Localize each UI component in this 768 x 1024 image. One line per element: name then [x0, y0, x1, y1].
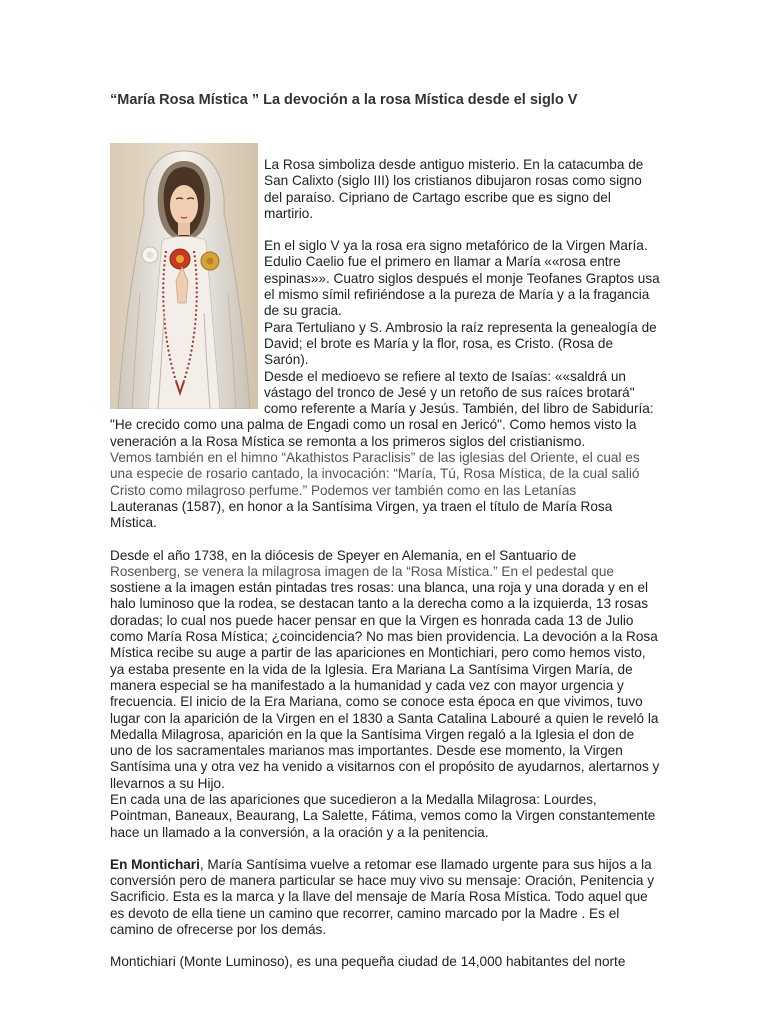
paragraph-text: , María Santísima vuelve a retomar ese llamado urgente para sus hijos a la conversión pero de manera particular se hace muy vivo su mensaje: Oración, Penitencia y Sacrificio. Esta es la marca y la llave del mensaje de María Rosa Mística. Todo aquel que es devoto de ella tiene un camino que recorrer, camino marcado por la Madre . Es el camino de ofrecerse por los demás. — [110, 856, 655, 938]
rosa-mistica-statue-image — [110, 143, 258, 409]
paragraph: En el siglo V ya la rosa era signo metafórico de la Virgen María. Edulio Caelio fue el primero en llamar a María ««rosa entre espinas»». Cuatro siglos después el monje Teofanes Graptos usa el mismo símil refiriéndose a la pureza de María y a la fragancia de su gracia. — [264, 238, 660, 319]
paragraph: Lauteranas (1587), en honor a la Santísima Virgen, ya traen el título de María Rosa Mística. — [110, 498, 613, 531]
paragraph-quoted: Vemos también en el himno “Akathistos Paraclisis” de las iglesias del Oriente, el cual es una especie de rosario cantado, la invocación: “María, Tú, Rosa Mística, de la cual salió Cristo como milagroso perfume.” Podemos ver también como en las Letanías — [110, 450, 640, 498]
article-body — [110, 157, 660, 971]
paragraph: Desde el año 1738, en la diócesis de Speyer en Alemania, en el Santuario de — [110, 547, 577, 563]
paragraph: La Rosa simboliza desde antiguo misterio. En la catacumba de San Calixto (siglo III) los cristianos dibujaron rosas como signo del paraíso. Cipriano de Cartago escribe que es signo del martirio. — [264, 157, 644, 221]
paragraph: Desde el medioevo se refiere al texto de Isaías: ««saldrá un vástago del tronco de Jesé y un retoño de sus raíces brotará" como referente a María y Jesús. También, del libro de Sabiduría: "He crecido como una palma de Engadi como un rosal en Jericó". Como hemos visto la veneración a la Rosa Mística se remonta a los primeros siglos del cristianismo. — [110, 368, 654, 449]
paragraph: sostiene a la imagen están pintadas tres rosas: una blanca, una roja y una dorada y en el halo luminoso que la rodea, se destacan tanto a la derecha como a la izquierda, 13 rosas doradas; lo cual nos puede hacer pensar en que la Virgen es honrada cada 13 de Julio como María Rosa Mística; ¿coincidencia? No mas bien providencia. La devoción a la Rosa Mística recibe su auge a partir de las apariciones en Montichiari, pero como hemos visto, ya estaba presente en la vida de la Iglesia. Era Mariana La Santísima Virgen María, de manera especial se ha manifestado a la humanidad y cada vez con mayor urgencia y frecuencia. El inicio de la Era Mariana, como se conoce esta época en que vivimos, tuvo lugar con la aparición de la Virgen en el 1830 a Santa Catalina Labouré a quien le reveló la Medalla Milagrosa, aparición en la que la Santísima Virgen regaló a la Iglesia el don de uno de los sacramentales marianos mas importantes. Desde ese momento, la Virgen Santísima una y otra vez ha venido a visitarnos con el propósito de ayudarnos, alertarnos y llevarnos a su Hijo. — [110, 580, 660, 791]
paragraph-quoted: Rosenberg, se venera la milagrosa imagen de la “Rosa Mística.” En el pedestal que — [110, 563, 614, 579]
paragraph: En cada una de las apariciones que sucedieron a la Medalla Milagrosa: Lourdes, Pointman, Baneaux, Beaurang, La Salette, Fátima, vemos como la Virgen constantemente hace un llamado a la conversión, a la oración y a la penitencia. — [110, 791, 656, 840]
paragraph: Montichiari (Monte Luminoso), es una pequeña ciudad de 14,000 habitantes del norte — [110, 954, 626, 970]
paragraph-montichiari — [110, 857, 660, 938]
page-title: “María Rosa Mística ” La devoción a la rosa Mística desde el siglo V — [110, 92, 578, 108]
bold-lead: En Montichari — [110, 856, 200, 872]
paragraph: Para Tertuliano y S. Ambrosio la raíz representa la genealogía de David; el brote es María y la flor, rosa, es Cristo. (Rosa de Sarón). — [264, 319, 657, 368]
